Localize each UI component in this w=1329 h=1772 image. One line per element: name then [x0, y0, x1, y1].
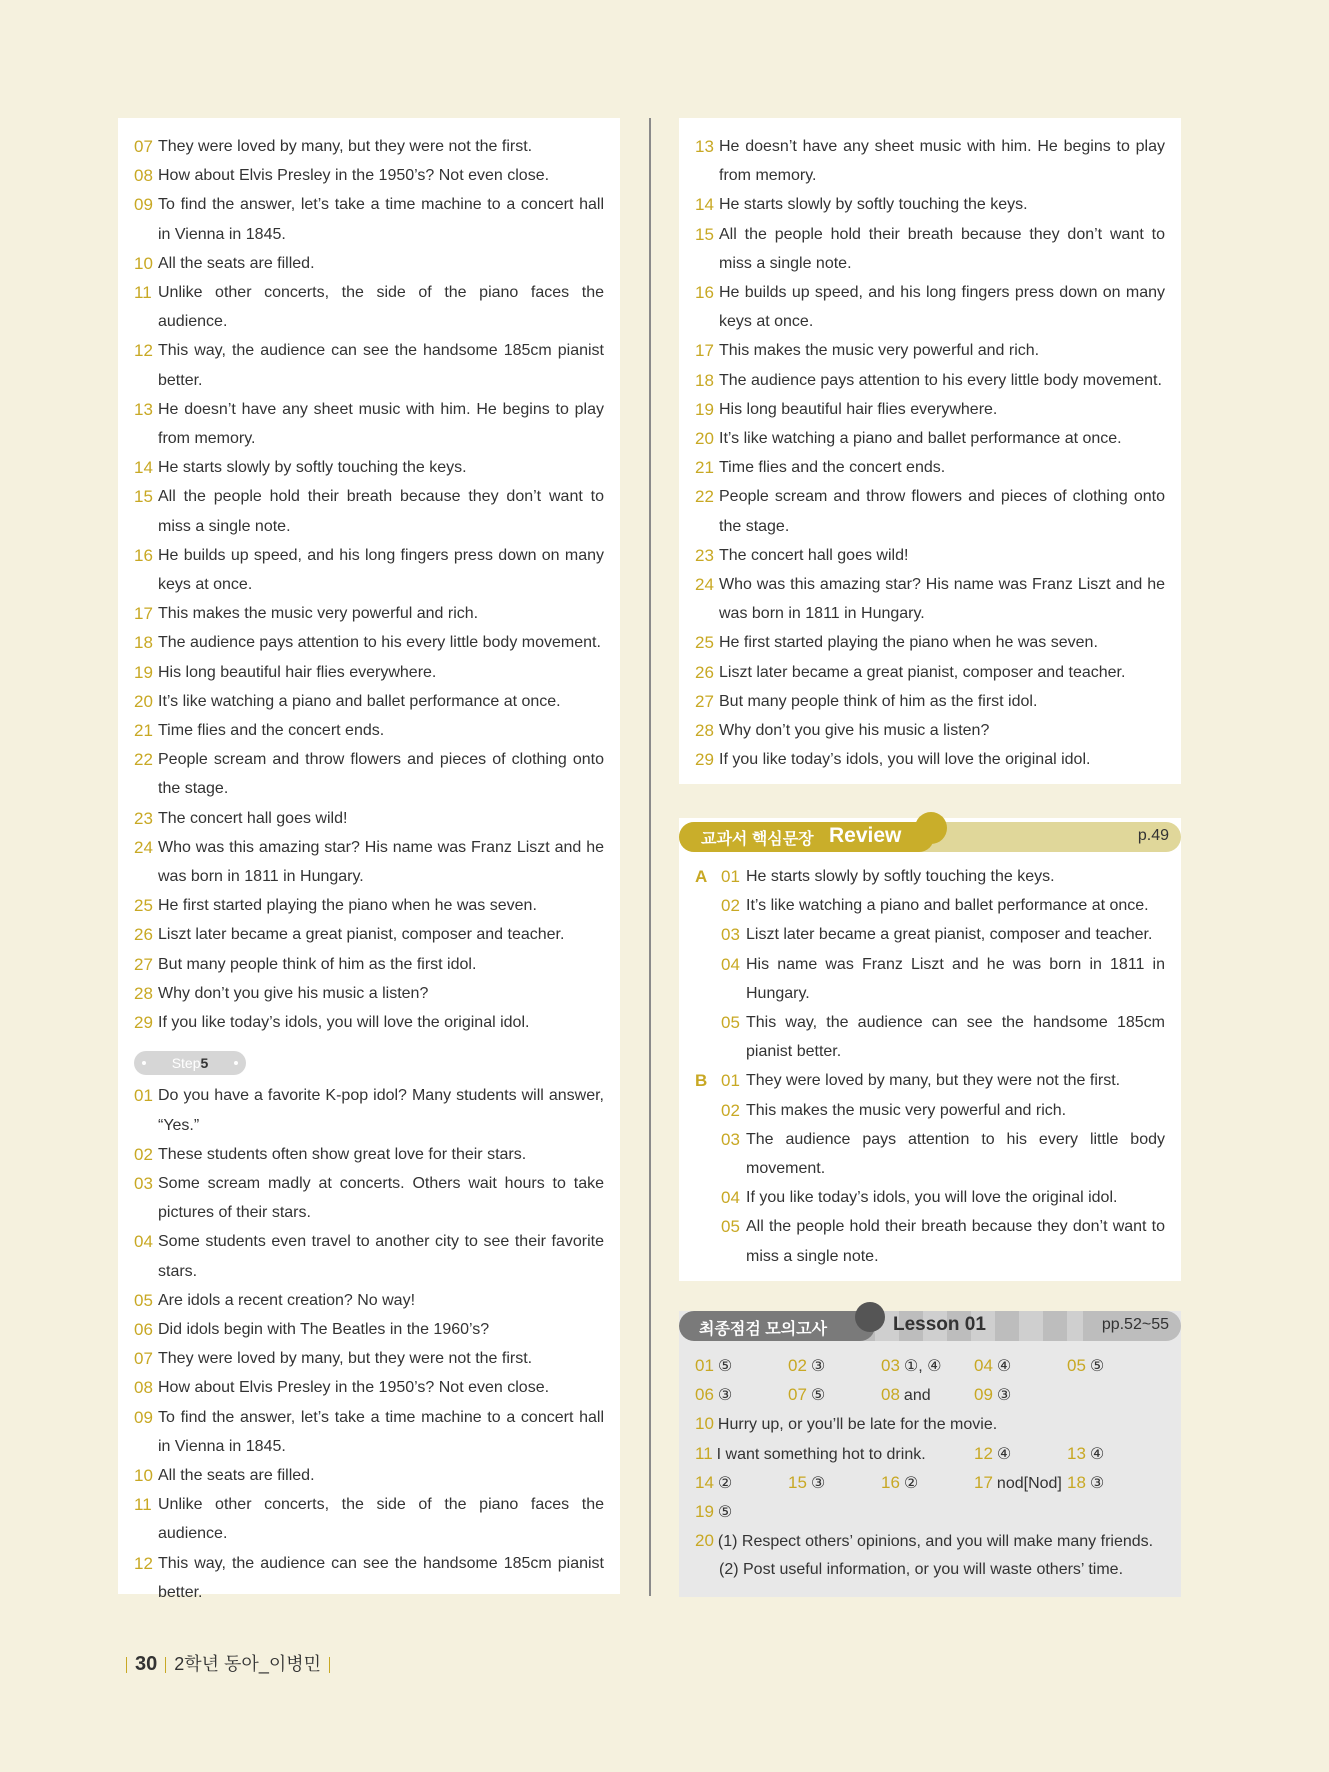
sentence-number: 08	[134, 1378, 153, 1398]
sentence-number: 20	[695, 429, 714, 449]
sentence-line	[134, 1008, 604, 1037]
sentence-line	[695, 716, 1165, 745]
review-line	[695, 1212, 1165, 1270]
sentence-line	[695, 453, 1165, 482]
answer-item: 06 ③	[695, 1385, 733, 1405]
sentence-line	[134, 1169, 604, 1227]
review-section-letter: B	[695, 1071, 708, 1091]
sentence-list	[134, 132, 604, 1607]
sentence-number: 18	[134, 633, 153, 653]
sentence-text: All the seats are filled.	[158, 254, 315, 272]
sentence-text: Some students even travel to another city to see their favorite stars.	[158, 1233, 604, 1280]
review-number: 02	[721, 896, 740, 916]
page-number: 30	[135, 1653, 158, 1675]
sentence-text: Time flies and the concert ends.	[719, 459, 946, 477]
sentence-text: Why don’t you give his music a listen?	[719, 722, 990, 740]
sentence-line	[134, 1549, 604, 1607]
answer-row	[695, 1526, 1165, 1555]
review-line	[695, 920, 1165, 949]
answer-item: 09 ③	[974, 1385, 1012, 1405]
sentence-line	[134, 1490, 604, 1548]
sentence-number: 26	[134, 925, 153, 945]
exam-header-circle	[855, 1302, 885, 1332]
answer-item: 18 ③	[1067, 1472, 1105, 1492]
sentence-text: But many people think of him as the first idol.	[719, 692, 1038, 710]
sentence-number: 02	[134, 1144, 153, 1164]
sentence-number: 17	[695, 341, 714, 361]
sentence-line	[134, 628, 604, 657]
answer-item: 08 and	[881, 1385, 931, 1405]
sentence-number: 27	[134, 954, 153, 974]
sentence-number: 26	[695, 662, 714, 682]
answer-item: 16 ②	[881, 1472, 919, 1492]
sentence-number: 16	[134, 545, 153, 565]
sentence-text: Do you have a favorite K-pop idol? Many students will answer, “Yes.”	[158, 1087, 604, 1134]
sentence-text: But many people think of him as the first idol.	[158, 955, 477, 973]
sentence-text: He starts slowly by softly touching the keys.	[719, 196, 1028, 214]
sentence-number: 12	[134, 341, 153, 361]
sentence-number: 27	[695, 691, 714, 711]
sentence-line	[134, 1315, 604, 1344]
sentence-number: 18	[695, 370, 714, 390]
sentence-text: He doesn’t have any sheet music with him. He begins to play from memory.	[719, 138, 1165, 185]
sentence-line	[695, 541, 1165, 570]
sentence-text: They were loved by many, but they were not the first.	[158, 138, 533, 155]
sentence-line	[695, 745, 1165, 774]
review-number: 01	[721, 1071, 740, 1091]
right-text-panel	[679, 118, 1181, 784]
answer-item: 17 nod[Nod]	[974, 1472, 1062, 1492]
sentence-line	[134, 745, 604, 803]
sentence-line	[695, 570, 1165, 628]
review-number: 05	[721, 1013, 740, 1033]
answer-item: 01 ⑤	[695, 1356, 733, 1375]
review-number: 03	[721, 925, 740, 945]
review-line	[695, 950, 1165, 1008]
review-header	[679, 822, 1181, 852]
sentence-number: 19	[695, 399, 714, 419]
sentence-line	[134, 1403, 604, 1461]
sentence-number: 22	[134, 750, 153, 770]
sentence-number: 15	[695, 224, 714, 244]
sentence-text: To find the answer, let’s take a time machine to a concert hall in Vienna in 1845.	[158, 1408, 604, 1455]
left-text-panel	[118, 118, 620, 1601]
sentence-number: 25	[695, 633, 714, 653]
sentence-text: Who was this amazing star? His name was Franz Liszt and he was born in 1811 in Hungary.	[158, 838, 604, 886]
review-panel	[679, 818, 1181, 1281]
sentence-number: 21	[695, 458, 714, 478]
sentence-line	[134, 833, 604, 891]
sentence-line	[134, 1081, 604, 1139]
sentence-text: How about Elvis Presley in the 1950’s? Not even close.	[158, 167, 550, 185]
sentence-number: 09	[134, 195, 153, 215]
sentence-number: 04	[134, 1232, 153, 1252]
answer-item: 19 ⑤	[695, 1501, 733, 1521]
sentence-number: 09	[134, 1407, 153, 1427]
sentence-number: 15	[134, 487, 153, 507]
review-number: 04	[721, 1188, 740, 1208]
sentence-number: 25	[134, 896, 153, 916]
sentence-line	[134, 979, 604, 1008]
review-line	[695, 862, 1165, 891]
sentence-number: 28	[134, 983, 153, 1003]
sentence-line	[134, 599, 604, 628]
sentence-number: 12	[134, 1553, 153, 1573]
review-text: Liszt later became a great pianist, composer and teacher.	[746, 926, 1153, 944]
sentence-text: It’s like watching a piano and ballet performance at once.	[719, 430, 1122, 448]
book-title: 2학년 동아_이병민	[174, 1654, 321, 1674]
review-text: They were loved by many, but they were not the first.	[746, 1072, 1121, 1090]
answer-item: 15 ③	[788, 1472, 826, 1492]
sentence-text: If you like today’s idols, you will love the original idol.	[158, 1014, 530, 1032]
sentence-text: These students often show great love for their stars.	[158, 1145, 527, 1163]
sentence-text: Unlike other concerts, the side of the piano faces the audience.	[158, 284, 604, 331]
review-section-letter: A	[695, 867, 708, 886]
review-line	[695, 891, 1165, 920]
answer-item: 13 ④	[1067, 1443, 1105, 1463]
sentence-text: All the people hold their breath because they don’t want to miss a single note.	[158, 488, 604, 535]
sentence-text: He first started playing the piano when he was seven.	[158, 897, 537, 915]
sentence-line	[695, 190, 1165, 219]
sentence-number: 16	[695, 283, 714, 303]
answer-item-continued: (2) Post useful information, or you will waste others’ time.	[719, 1561, 1124, 1579]
sentence-text: It’s like watching a piano and ballet performance at once.	[158, 692, 561, 710]
sentence-line	[134, 453, 604, 482]
sentence-line	[134, 1286, 604, 1315]
sentence-number: 20	[134, 691, 153, 711]
answer-item: 14 ②	[695, 1472, 733, 1492]
sentence-number: 13	[134, 399, 153, 419]
sentence-text: This way, the audience can see the handsome 185cm pianist better.	[158, 342, 604, 389]
sentence-number: 19	[134, 662, 153, 682]
review-number: 02	[721, 1100, 740, 1120]
answer-item: 03 ①, ④	[881, 1356, 942, 1375]
answer-row	[695, 1409, 1165, 1438]
sentence-text: They were loved by many, but they were not the first.	[158, 1350, 533, 1368]
sentence-line	[695, 132, 1165, 190]
sentence-line	[134, 1373, 604, 1402]
sentence-line	[134, 1461, 604, 1490]
answer-row	[695, 1351, 1165, 1380]
sentence-number: 23	[134, 808, 153, 828]
sentence-line	[695, 687, 1165, 716]
answer-row	[695, 1380, 1165, 1409]
sentence-text: He builds up speed, and his long fingers press down on many keys at once.	[158, 546, 604, 594]
sentence-number: 24	[134, 837, 153, 857]
sentence-number: 22	[695, 487, 714, 507]
sentence-line	[695, 366, 1165, 395]
sentence-line	[134, 278, 604, 336]
sentence-line	[134, 687, 604, 716]
answer-row	[695, 1497, 1165, 1526]
review-text: If you like today’s idols, you will love the original idol.	[746, 1189, 1118, 1207]
sentence-line	[695, 628, 1165, 657]
sentence-text: How about Elvis Presley in the 1950’s? Not even close.	[158, 1379, 550, 1397]
review-text: This makes the music very powerful and rich.	[746, 1101, 1067, 1119]
answer-item: 05 ⑤	[1067, 1356, 1105, 1375]
exam-answer-panel	[679, 1311, 1181, 1597]
sentence-line	[134, 920, 604, 949]
sentence-number: 08	[134, 166, 153, 186]
sentence-text: This way, the audience can see the handsome 185cm pianist better.	[158, 1554, 604, 1601]
sentence-line	[695, 424, 1165, 453]
sentence-number: 03	[134, 1173, 153, 1193]
sentence-number: 07	[134, 137, 153, 156]
sentence-text: Are idols a recent creation? No way!	[158, 1291, 416, 1309]
answer-item: 02 ③	[788, 1356, 826, 1375]
sentence-line	[134, 190, 604, 248]
sentence-text: The concert hall goes wild!	[719, 546, 909, 564]
exam-page-range: pp.52~55	[1101, 1316, 1169, 1333]
sentence-line	[134, 336, 604, 394]
step-dot	[142, 1061, 146, 1065]
sentence-line	[134, 395, 604, 453]
sentence-text: He doesn’t have any sheet music with him. He begins to play from memory.	[158, 400, 604, 448]
sentence-text: People scream and throw flowers and pieces of clothing onto the stage.	[719, 488, 1165, 535]
review-number: 05	[721, 1217, 740, 1237]
review-number: 04	[721, 954, 740, 974]
sentence-text: Some scream madly at concerts. Others wait hours to take pictures of their stars.	[158, 1174, 604, 1222]
sentence-line	[695, 220, 1165, 278]
sentence-text: This makes the music very powerful and rich.	[158, 605, 479, 623]
sentence-number: 29	[695, 750, 714, 770]
page-footer	[118, 1650, 338, 1676]
sentence-line	[695, 278, 1165, 336]
sentence-text: The audience pays attention to his every little body movement.	[158, 634, 601, 652]
sentence-text: Unlike other concerts, the side of the piano faces the audience.	[158, 1496, 604, 1543]
sentence-text: The concert hall goes wild!	[158, 809, 348, 827]
answer-item: 10 Hurry up, or you’ll be late for the movie.	[695, 1414, 998, 1434]
exam-title-korean: 최종점검 모의고사	[699, 1321, 828, 1338]
sentence-text: The audience pays attention to his every little body movement.	[719, 371, 1162, 389]
sentence-number: 11	[134, 1495, 152, 1515]
sentence-text: Did idols begin with The Beatles in the 1960’s?	[158, 1320, 490, 1338]
sentence-line	[134, 249, 604, 278]
sentence-text: His long beautiful hair flies everywhere.	[158, 663, 437, 681]
sentence-text: This makes the music very powerful and rich.	[719, 342, 1040, 360]
sentence-number: 07	[134, 1349, 153, 1369]
sentence-text: Liszt later became a great pianist, composer and teacher.	[158, 926, 565, 944]
review-page-ref: p.49	[1137, 827, 1169, 844]
sentence-number: 01	[134, 1086, 153, 1106]
answer-grid	[695, 1351, 1165, 1585]
review-line	[695, 1096, 1165, 1125]
review-title-korean: 교과서 핵심문장	[701, 831, 814, 848]
review-line	[695, 1125, 1165, 1183]
review-text: This way, the audience can see the handsome 185cm pianist better.	[746, 1014, 1165, 1061]
sentence-number: 23	[695, 545, 714, 565]
sentence-number: 10	[134, 1465, 153, 1485]
review-sentence-list	[695, 862, 1165, 1271]
answer-item: 11 I want something hot to drink.	[695, 1443, 926, 1463]
review-line	[695, 1008, 1165, 1066]
sentence-line	[134, 658, 604, 687]
sentence-number: 05	[134, 1290, 153, 1310]
sentence-number: 13	[695, 137, 714, 156]
step-text: Step	[171, 1055, 201, 1072]
sentence-text: All the people hold their breath because they don’t want to miss a single note.	[719, 225, 1165, 272]
exam-lesson: Lesson 01	[893, 1314, 986, 1335]
exam-header	[679, 1311, 1181, 1341]
sentence-line	[695, 482, 1165, 540]
sentence-line	[134, 1344, 604, 1373]
answer-item: 12 ④	[974, 1443, 1012, 1463]
review-text: The audience pays attention to his every little body movement.	[746, 1130, 1165, 1178]
step-dot	[234, 1061, 238, 1065]
sentence-number: 24	[695, 575, 714, 595]
sentence-number: 17	[134, 604, 153, 624]
review-number: 03	[721, 1129, 740, 1149]
sentence-number: 06	[134, 1319, 153, 1339]
sentence-number: 14	[134, 458, 153, 478]
sentence-number: 14	[695, 195, 714, 215]
answer-item: 04 ④	[974, 1356, 1012, 1375]
review-text: His name was Franz Liszt and he was born in 1811 in Hungary.	[746, 955, 1165, 1002]
sentence-text: He starts slowly by softly touching the keys.	[158, 459, 467, 477]
review-number: 01	[721, 867, 740, 886]
review-line	[695, 1183, 1165, 1212]
sentence-line	[134, 1140, 604, 1169]
column-divider	[649, 118, 651, 1596]
sentence-line	[134, 132, 604, 161]
sentence-text: He builds up speed, and his long fingers press down on many keys at once.	[719, 284, 1165, 331]
answer-item: 20 (1) Respect others’ opinions, and you will make many friends.	[695, 1531, 1154, 1551]
sentence-text: Liszt later became a great pianist, composer and teacher.	[719, 663, 1126, 681]
footer-divider	[329, 1657, 330, 1673]
sentence-text: People scream and throw flowers and pieces of clothing onto the stage.	[158, 751, 604, 798]
sentence-line	[134, 161, 604, 190]
sentence-line	[134, 804, 604, 833]
footer-divider	[165, 1657, 166, 1673]
footer-divider	[126, 1657, 127, 1673]
sentence-number: 10	[134, 253, 153, 273]
sentence-line	[134, 482, 604, 540]
sentence-text: Who was this amazing star? His name was Franz Liszt and he was born in 1811 in Hungary.	[719, 576, 1165, 623]
review-header-circle	[915, 812, 947, 844]
sentence-line	[695, 336, 1165, 365]
sentence-number: 29	[134, 1013, 153, 1033]
sentence-text: All the seats are filled.	[158, 1466, 315, 1484]
sentence-text: Why don’t you give his music a listen?	[158, 984, 429, 1002]
step-label	[134, 1051, 246, 1075]
sentence-number: 28	[695, 721, 714, 741]
sentence-line	[134, 541, 604, 599]
sentence-text: His long beautiful hair flies everywhere.	[719, 400, 998, 418]
sentence-text: He first started playing the piano when he was seven.	[719, 634, 1098, 652]
sentence-line	[134, 1227, 604, 1285]
sentence-text: To find the answer, let’s take a time machine to a concert hall in Vienna in 1845.	[158, 196, 604, 243]
sentence-line	[695, 395, 1165, 424]
review-title: Review	[829, 824, 902, 847]
review-text: All the people hold their breath because they don’t want to miss a single note.	[746, 1218, 1165, 1265]
sentence-line	[134, 716, 604, 745]
answer-item: 07 ⑤	[788, 1385, 826, 1405]
review-line	[695, 1066, 1165, 1095]
answer-row	[695, 1468, 1165, 1497]
sentence-number: 11	[134, 283, 152, 303]
sentence-line	[134, 950, 604, 979]
answer-row	[695, 1439, 1165, 1468]
review-text: It’s like watching a piano and ballet performance at once.	[746, 897, 1149, 915]
answer-row	[695, 1555, 1165, 1584]
review-text: He starts slowly by softly touching the keys.	[746, 868, 1055, 885]
sentence-text: Time flies and the concert ends.	[158, 722, 385, 740]
sentence-list-continued	[695, 132, 1165, 774]
step-number: 5	[200, 1055, 209, 1072]
sentence-line	[695, 658, 1165, 687]
sentence-text: If you like today’s idols, you will love the original idol.	[719, 751, 1091, 769]
sentence-line	[134, 891, 604, 920]
sentence-number: 21	[134, 721, 153, 741]
